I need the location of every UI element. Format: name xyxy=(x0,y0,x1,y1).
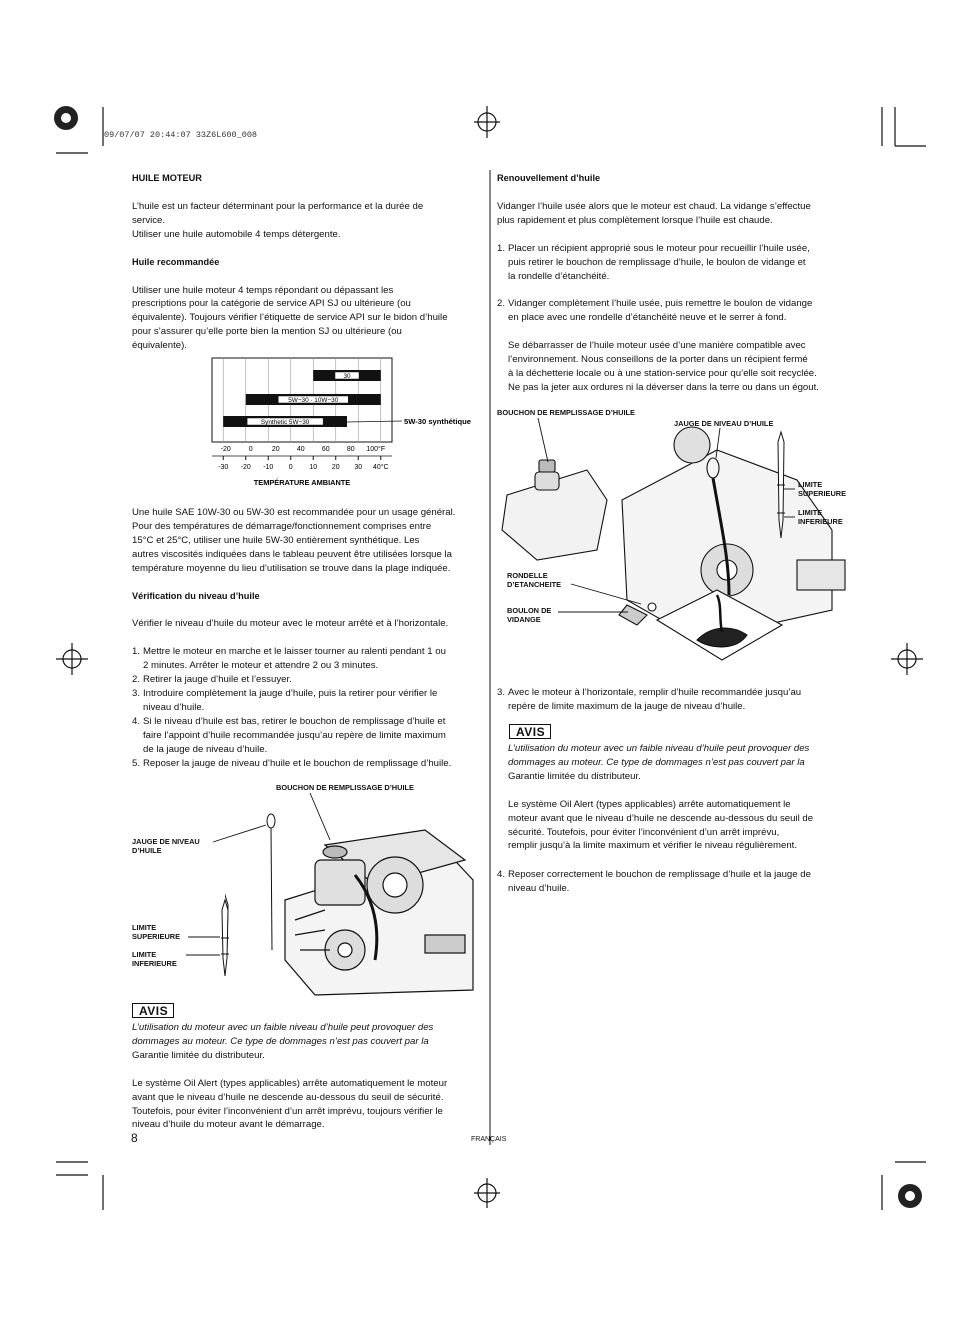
text-line: Le système Oil Alert (types applicables) arrête automatiquement le xyxy=(508,798,791,810)
tick-label-c: -20 xyxy=(240,464,251,471)
text-line: l’environnement. Nous conseillons de la porter dans un récipient fermé xyxy=(508,354,808,366)
text-line: avant que le niveau d’huile ne descende au-dessous du seuil de sécurité. xyxy=(132,1091,444,1103)
list-item xyxy=(132,757,487,771)
text-line: Vidanger l’huile usée alors que le moteur est chaud. La vidange s’effectue xyxy=(497,200,811,212)
text-line: Utiliser une huile moteur 4 temps répondant ou dépassant les xyxy=(132,284,394,296)
list-item: 4. Reposer correctement le bouchon de remplissage d’huile et la jauge de niveau d’huile. xyxy=(497,868,855,896)
label-line: LIMITE xyxy=(798,480,823,489)
print-stamp: 09/07/07 20:44:07 33Z6L600_008 xyxy=(104,130,258,140)
figure-label-upper xyxy=(132,924,180,941)
figure-label-dipstick xyxy=(132,838,200,855)
intro-line: service. xyxy=(132,214,166,226)
tick-label-f: 80 xyxy=(346,446,355,453)
left-notice xyxy=(132,1021,487,1132)
list-item xyxy=(132,715,487,757)
tick-label-c: 30 xyxy=(354,464,363,471)
figure-label-filler: BOUCHON DE REMPLISSAGE D’HUILE xyxy=(497,408,635,417)
text-line: puis retirer le bouchon de remplissage d’huile, le boulon de vidange et xyxy=(508,256,806,268)
list-item xyxy=(132,645,487,673)
tick-label-c: 0 xyxy=(288,464,293,471)
label-line: JAUGE DE NIVEAU xyxy=(132,837,200,846)
tick-label-f: -20 xyxy=(220,446,231,453)
text-line: Placer un récipient approprié sous le moteur pour recueillir l’huile usée, xyxy=(508,242,810,254)
label-line: INFERIEURE xyxy=(132,958,177,968)
text-line: équivalente). Toujours vérifier l’étiquette de service API sur le bidon d’huile xyxy=(132,312,448,324)
right-column-3 xyxy=(497,868,855,896)
page-number: 8 xyxy=(131,1131,138,1145)
bar-label: 30 xyxy=(343,373,351,380)
label-line: BOULON DE xyxy=(507,606,552,615)
tick-label-c: -10 xyxy=(263,464,274,471)
bar-label: 5W−30 · 10W−30 xyxy=(288,397,339,404)
figure-label-filler: BOUCHON DE REMPLISSAGE D’HUILE xyxy=(276,783,414,792)
text-line: autres viscosités indiquées dans le tableau peuvent être utilisées lorsque la xyxy=(132,548,452,560)
list-number: 4. xyxy=(132,715,141,727)
label-line: D’HUILE xyxy=(132,845,162,855)
avis-badge: AVIS xyxy=(132,1003,174,1018)
text-line: faire l’appoint d’huile recommandée jusqu’au repère de limite maximum xyxy=(143,729,446,741)
label-line: VIDANGE xyxy=(507,614,541,624)
right-column xyxy=(497,172,855,395)
text-line: Le système Oil Alert (types applicables) arrête automatiquement le moteur xyxy=(132,1077,448,1089)
text-line: Reposer correctement le bouchon de remplissage d’huile et la jauge de xyxy=(508,869,811,880)
left-column-2 xyxy=(132,506,487,771)
text-line: à la déchetterie locale ou à une station-service pour qu’elle soit recyclée. xyxy=(508,368,817,380)
text-line: Introduire complètement la jauge d’huile, puis la retirer pour vérifier le xyxy=(143,688,438,700)
text-line: sécurité. Toutefois, pour éviter l’inconvénient d’un arrêt imprévu, xyxy=(508,826,780,838)
text-line: Mettre le moteur en marche et le laisser tourner au ralenti pendant 1 ou xyxy=(143,646,446,658)
text-line: 2 minutes. Arrêter le moteur et attendre 2 ou 3 minutes. xyxy=(143,660,379,672)
label-line: RONDELLE xyxy=(507,571,548,580)
text-line: équivalente). xyxy=(132,340,187,352)
section-title: HUILE MOTEUR xyxy=(132,173,202,183)
label-line: SUPERIEURE xyxy=(798,488,847,498)
tick-label-f: 100°F xyxy=(366,446,386,453)
right-notice xyxy=(508,742,858,853)
text-line: Garantie limitée du distributeur. xyxy=(508,770,641,782)
x-axis-label: TEMPÉRATURE AMBIANTE xyxy=(253,478,351,487)
oil-change-illustration xyxy=(497,410,857,670)
text-line: L’utilisation du moteur avec un faible niveau d’huile peut provoquer des xyxy=(132,1022,434,1033)
text-line: Retirer la jauge d’huile et l’essuyer. xyxy=(143,674,292,686)
tick-label-c: 40°C xyxy=(372,464,389,471)
text-line: Si le niveau d’huile est bas, retirer le bouchon de remplissage d’huile et xyxy=(143,715,446,727)
dipstick-right-icon xyxy=(774,430,788,540)
chart-annotation: 5W-30 synthétique xyxy=(404,417,471,426)
text-line: Une huile SAE 10W-30 ou 5W-30 est recommandée pour un usage général. xyxy=(132,507,456,518)
list-item: 3. Avec le moteur à l’horizontale, remplir d’huile recommandée jusqu’au repère de limite maximum de la jauge de niveau d’huile. xyxy=(497,686,855,714)
engine-dipstick-illustration xyxy=(225,790,475,1005)
subheading: Vérification du niveau d’huile xyxy=(132,590,260,601)
text-line: L’utilisation du moteur avec un faible niveau d’huile peut provoquer des xyxy=(508,743,810,754)
text-line: niveau d’huile. xyxy=(508,882,570,894)
avis-badge: AVIS xyxy=(509,724,551,739)
text-line: température moyenne du lieu d’utilisation se trouve dans la plage indiquée. xyxy=(132,562,451,574)
subheading: Huile recommandée xyxy=(132,256,220,267)
text-line: pour s’assurer qu’elle porte bien la mention SJ ou ultérieure (ou xyxy=(132,326,402,338)
left-column xyxy=(132,172,487,353)
label-line: LIMITE xyxy=(798,508,823,517)
label-line: LIMITE xyxy=(132,923,157,932)
text-line: moteur avant que le niveau d’huile ne descende au-dessous du seuil de xyxy=(508,812,814,824)
tick-label-c: 10 xyxy=(309,464,318,471)
text-line: remplir jusqu’à la limite maximum et vérifier le niveau régulièrement. xyxy=(508,840,797,852)
text-line: Reposer la jauge de niveau d’huile et le bouchon de remplissage d’huile. xyxy=(143,757,452,769)
text-line: Garantie limitée du distributeur. xyxy=(132,1049,265,1061)
tick-label-f: 40 xyxy=(296,446,305,453)
dipstick-scale-icon xyxy=(218,898,232,978)
list-number: 1. xyxy=(132,646,141,658)
right-column-2 xyxy=(497,686,855,714)
text-line: Ne pas la jeter aux ordures ni la déverser dans la terre ou dans un égout. xyxy=(508,381,819,393)
figure-label-lower xyxy=(132,951,177,968)
figure-label-washer xyxy=(507,572,561,589)
text-line: dommages au moteur. Ce type de dommages n’est pas couvert par la xyxy=(132,1035,429,1047)
list-item: 1. Placer un récipient approprié sous le moteur pour recueillir l’huile usée, puis retirer le bouchon de remplissage d’huile, le boulon de vidange et la rondelle d’étanchéité. xyxy=(497,242,855,284)
list-number: 5. xyxy=(132,757,141,769)
tick-label-f: 0 xyxy=(248,446,253,453)
text-line: de la jauge de niveau d’huile. xyxy=(143,743,268,755)
text-line: la rondelle d’étanchéité. xyxy=(508,270,610,282)
text-line: Se débarrasser de l’huile moteur usée d’une manière compatible avec xyxy=(508,340,806,352)
steps-list xyxy=(132,645,487,770)
text-line: Avec le moteur à l’horizontale, remplir d’huile recommandée jusqu’au xyxy=(508,687,802,698)
bar-label: Synthetic 5W−30 xyxy=(260,419,310,426)
figure-label-dipstick: JAUGE DE NIVEAU D’HUILE xyxy=(674,419,774,428)
list-item: 2. Vidanger complètement l’huile usée, puis remettre le boulon de vidange en place avec une rondelle d’étanchéité neuve et le serrer à fond. Se débarrasser de l’huile moteur usée d’une manière compatible avec l’environnement. Nous conseillons de la porter dans un récipient fermé à la déchetterie locale ou à une station-service pour qu’elle soit recyclée. Ne pas la jeter aux ordures ni la déverser dans la terre ou dans un égout. xyxy=(497,297,855,394)
text-line: Vérifier le niveau d’huile du moteur avec le moteur arrêté et à l’horizontale. xyxy=(132,618,449,630)
language-footer: FRANÇAIS xyxy=(471,1136,507,1143)
figure-label-upper xyxy=(798,481,846,498)
text-line: Vidanger complètement l’huile usée, puis remettre le boulon de vidange xyxy=(508,298,813,310)
text-line: Toutefois, pour éviter l’inconvénient d’un arrêt imprévu, toujours vérifier le xyxy=(132,1105,443,1117)
label-line: INFERIEURE xyxy=(798,516,843,526)
list-number: 2. xyxy=(132,674,141,686)
text-line: 15°C et 25°C, utiliser une huile 5W-30 entièrement synthétique. Les xyxy=(132,534,420,546)
label-line: SUPERIEURE xyxy=(132,931,181,941)
label-line: D’ETANCHEITE xyxy=(507,579,562,589)
list-item xyxy=(132,673,487,687)
text-line: prescriptions pour la catégorie de service API SJ ou ultérieure (ou xyxy=(132,298,411,310)
text-line: dommages au moteur. Ce type de dommages n’est pas couvert par la xyxy=(508,756,805,768)
text-line: niveau d’huile. xyxy=(143,701,205,713)
intro-line: Utiliser une huile automobile 4 temps détergente. xyxy=(132,228,341,240)
tick-label-c: 20 xyxy=(331,464,340,471)
label-line: LIMITE xyxy=(132,950,157,959)
intro-line: L’huile est un facteur déterminant pour la performance et la durée de xyxy=(132,200,424,212)
list-number: 3. xyxy=(132,688,141,700)
text-line: plus rapidement et plus complètement lorsque l’huile est chaude. xyxy=(497,214,773,226)
figure-label-bolt xyxy=(507,607,551,624)
tick-label-f: 20 xyxy=(271,446,280,453)
section-title: Renouvellement d’huile xyxy=(497,173,601,183)
list-item xyxy=(132,687,487,715)
tick-label-c: -30 xyxy=(218,464,229,471)
text-line: en place avec une rondelle d’étanchéité neuve et le serrer à fond. xyxy=(508,312,787,324)
figure-label-lower xyxy=(798,509,843,526)
text-line: Pour des températures de démarrage/fonctionnement comprises entre xyxy=(132,520,432,532)
text-line: niveau d’huile du moteur avant le démarrage. xyxy=(132,1119,325,1131)
tick-label-f: 60 xyxy=(321,446,330,453)
text-line: repère de limite maximum de la jauge de niveau d’huile. xyxy=(508,700,746,712)
